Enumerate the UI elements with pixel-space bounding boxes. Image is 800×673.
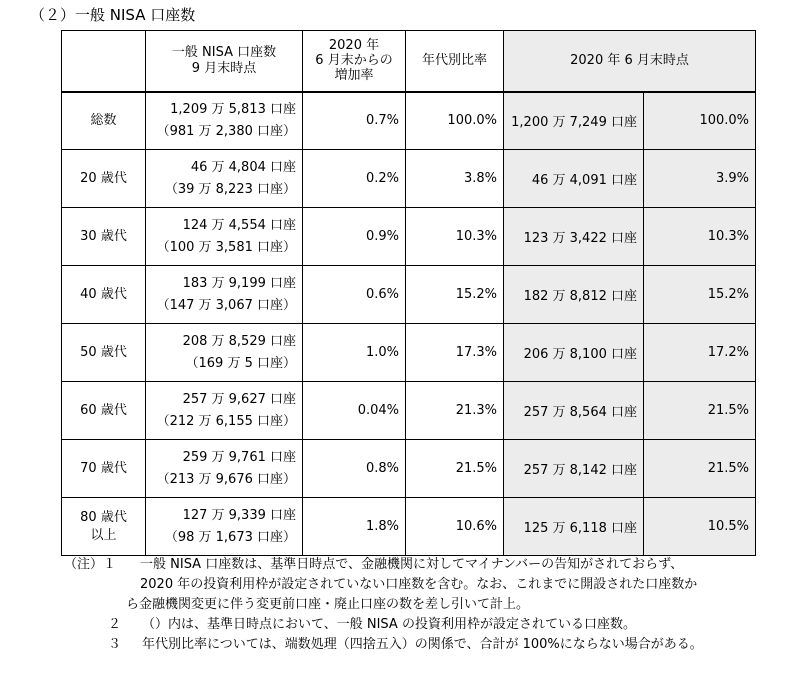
age-ratio: 10.3% <box>406 208 504 266</box>
header-june-2020: 2020 年 6 月末時点 <box>504 31 756 92</box>
header-count-sept: 一般 NISA 口座数 9 月末時点 <box>146 31 303 92</box>
june-count: 182 万 8,812 口座 <box>504 266 644 324</box>
growth-rate: 0.2% <box>303 150 406 208</box>
june-ratio: 3.9% <box>644 150 756 208</box>
june-count: 257 万 8,564 口座 <box>504 382 644 440</box>
growth-rate: 1.8% <box>303 498 406 556</box>
row-label: 80 歳代 以上 <box>62 498 146 556</box>
nisa-accounts-table <box>61 30 756 556</box>
account-count: 124 万 4,554 口座 （100 万 3,581 口座） <box>146 208 303 266</box>
age-ratio: 21.5% <box>406 440 504 498</box>
account-count: 208 万 8,529 口座 （169 万 5 口座） <box>146 324 303 382</box>
account-count: 257 万 9,627 口座 （212 万 6,155 口座） <box>146 382 303 440</box>
june-ratio: 10.3% <box>644 208 756 266</box>
row-label: 60 歳代 <box>62 382 146 440</box>
row-label: 70 歳代 <box>62 440 146 498</box>
footnote-3: ３ 年代別比率については、端数処理（四捨五入）の関係で、合計が 100%にならない場合がある。 <box>108 637 703 652</box>
table-row <box>62 324 756 382</box>
growth-rate: 0.9% <box>303 208 406 266</box>
june-ratio: 17.2% <box>644 324 756 382</box>
account-count: 1,209 万 5,813 口座 （981 万 2,380 口座） <box>146 92 303 150</box>
june-count: 46 万 4,091 口座 <box>504 150 644 208</box>
june-count: 1,200 万 7,249 口座 <box>504 92 644 150</box>
footnote-2: ２ （）内は、基準日時点において、一般 NISA の投資利用枠が設定されている口座数。 <box>108 617 636 632</box>
growth-rate: 0.7% <box>303 92 406 150</box>
table-row <box>62 440 756 498</box>
section-title: （２）一般 NISA 口座数 <box>30 6 196 24</box>
june-count: 123 万 3,422 口座 <box>504 208 644 266</box>
june-count: 257 万 8,142 口座 <box>504 440 644 498</box>
header-corner <box>62 31 146 92</box>
table-row <box>62 92 756 150</box>
table-row <box>62 150 756 208</box>
row-label: 20 歳代 <box>62 150 146 208</box>
age-ratio: 17.3% <box>406 324 504 382</box>
june-ratio: 21.5% <box>644 440 756 498</box>
age-ratio: 10.6% <box>406 498 504 556</box>
account-count: 183 万 9,199 口座 （147 万 3,067 口座） <box>146 266 303 324</box>
table-row <box>62 382 756 440</box>
june-ratio: 10.5% <box>644 498 756 556</box>
account-count: 46 万 4,804 口座 （39 万 8,223 口座） <box>146 150 303 208</box>
june-ratio: 15.2% <box>644 266 756 324</box>
table-row <box>62 208 756 266</box>
account-count: 127 万 9,339 口座 （98 万 1,673 口座） <box>146 498 303 556</box>
growth-rate: 0.8% <box>303 440 406 498</box>
june-ratio: 21.5% <box>644 382 756 440</box>
row-label: 30 歳代 <box>62 208 146 266</box>
growth-rate: 1.0% <box>303 324 406 382</box>
header-growth-rate: 2020 年 6 月末からの 増加率 <box>303 31 406 92</box>
header-row <box>62 31 756 92</box>
account-count: 259 万 9,761 口座 （213 万 9,676 口座） <box>146 440 303 498</box>
june-ratio: 100.0% <box>644 92 756 150</box>
age-ratio: 15.2% <box>406 266 504 324</box>
growth-rate: 0.6% <box>303 266 406 324</box>
age-ratio: 100.0% <box>406 92 504 150</box>
table-row <box>62 498 756 556</box>
table-row <box>62 266 756 324</box>
footnotes <box>64 555 703 655</box>
row-label: 50 歳代 <box>62 324 146 382</box>
footnote-1: （注）１ 一般 NISA 口座数は、基準日時点で、金融機関に対してマイナンバーの告知がされておらず、 2020 年の投資利用枠が設定されていない口座数を含む。なお、これまでに開設された口座数か ら金融機関変更に伴う変更前口座・廃止口座の数を差し引いて計上。 <box>64 557 698 612</box>
row-label: 総数 <box>62 92 146 150</box>
june-count: 125 万 6,118 口座 <box>504 498 644 556</box>
row-label: 40 歳代 <box>62 266 146 324</box>
june-count: 206 万 8,100 口座 <box>504 324 644 382</box>
growth-rate: 0.04% <box>303 382 406 440</box>
age-ratio: 21.3% <box>406 382 504 440</box>
age-ratio: 3.8% <box>406 150 504 208</box>
header-age-ratio: 年代別比率 <box>406 31 504 92</box>
